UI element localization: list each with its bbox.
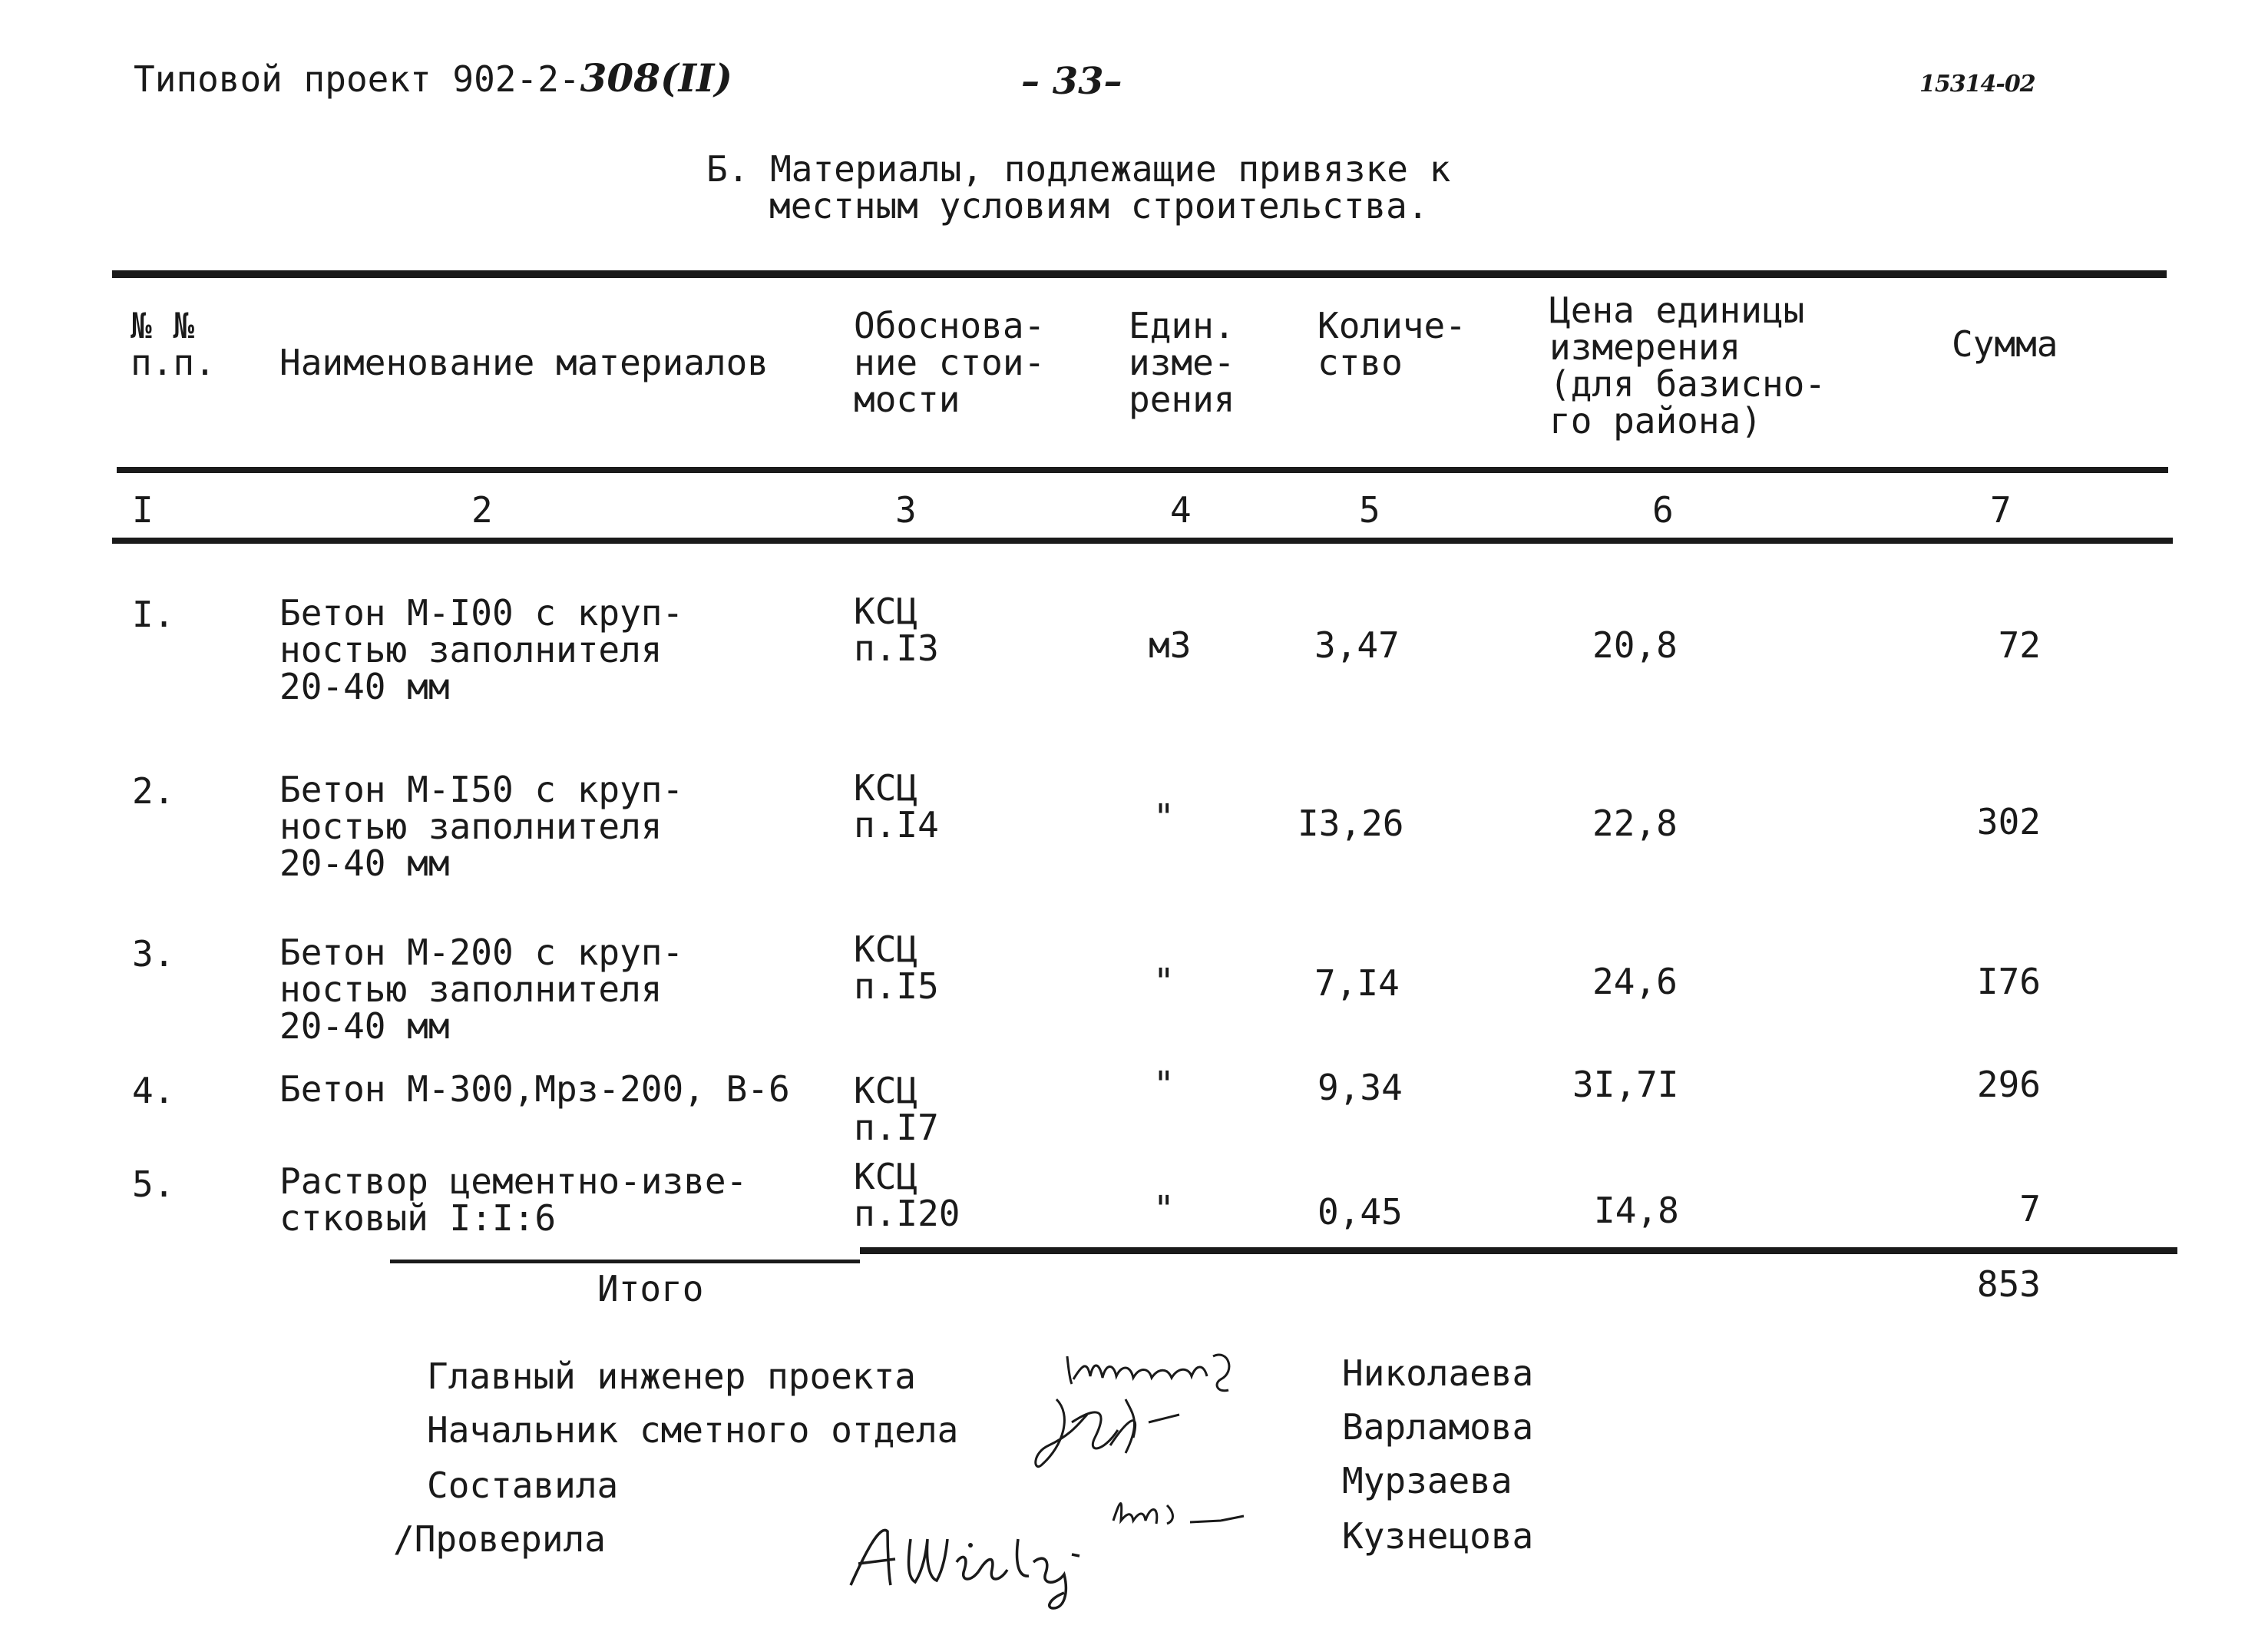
unit-price: 22,8 xyxy=(1592,803,1678,844)
doc-title-text: Типовой проект 902-2- xyxy=(134,58,580,100)
material-name-line: 20-40 мм xyxy=(279,842,450,884)
unit-price: I4,8 xyxy=(1594,1190,1679,1231)
quantity: 7,I4 xyxy=(1314,962,1400,1004)
column-number-7: 7 xyxy=(1990,489,2012,531)
material-name-line: ностью заполнителя xyxy=(279,968,663,1010)
header-unit: Един. изме- рения xyxy=(1129,305,1235,420)
quantity: 0,45 xyxy=(1317,1191,1403,1233)
section-title-line1: Б. Материалы, подлежащие привязке к xyxy=(706,148,1451,190)
cost-basis-line: п.I7 xyxy=(854,1107,939,1148)
cost-basis xyxy=(854,931,939,1005)
cost-basis-line: п.I4 xyxy=(854,804,939,846)
cost-basis-line: п.I20 xyxy=(854,1193,960,1234)
column-number-4: 4 xyxy=(1170,489,1192,531)
column-number-5: 5 xyxy=(1359,489,1380,531)
cost-basis-line: КСЦ xyxy=(854,1156,918,1197)
column-number-6: 6 xyxy=(1652,489,1674,531)
table-bottom-rule xyxy=(860,1247,2177,1254)
column-numbers-rule xyxy=(112,538,2173,544)
header-quantity: Количе- ство xyxy=(1317,305,1466,383)
material-name xyxy=(279,771,683,882)
signature-role: Главный инженер проекта xyxy=(427,1356,916,1397)
signature-role: Начальник сметного отдела xyxy=(427,1409,959,1451)
column-number-1: I xyxy=(132,489,154,531)
cost-basis xyxy=(854,593,939,667)
sum: 7 xyxy=(2019,1188,2041,1230)
row-number: 5. xyxy=(132,1164,175,1205)
material-name-line: Бетон М-I50 с круп- xyxy=(279,769,684,810)
row-number: 4. xyxy=(132,1070,175,1111)
material-name-line: Бетон М-200 с круп- xyxy=(279,932,684,973)
table-top-rule xyxy=(112,270,2167,278)
total-label: Итого xyxy=(597,1268,704,1309)
signature-name: Мурзаева xyxy=(1342,1460,1513,1501)
signature-role: Составила xyxy=(427,1465,619,1506)
signature-name: Варламова xyxy=(1342,1406,1534,1448)
header-material-name: Наименование материалов xyxy=(279,342,769,383)
unit-price: 20,8 xyxy=(1592,624,1678,666)
material-name-line: 20-40 мм xyxy=(279,666,450,707)
unit: м3 xyxy=(1149,624,1192,666)
column-number-2: 2 xyxy=(471,489,493,531)
material-name-line: Бетон М-I00 с круп- xyxy=(279,592,684,634)
cost-basis-line: КСЦ xyxy=(854,767,918,809)
handwritten-signature-2 xyxy=(1026,1392,1210,1479)
signature-role: /Проверила xyxy=(393,1518,606,1560)
unit: " xyxy=(1153,1188,1175,1230)
cost-basis xyxy=(854,1072,939,1146)
unit-price: 24,6 xyxy=(1592,961,1678,1002)
handwritten-signature-1 xyxy=(1060,1333,1290,1398)
material-name-line: Бетон М-300,Мрз-200, В-6 xyxy=(279,1068,790,1110)
signature-name: Кузнецова xyxy=(1342,1515,1534,1557)
unit: " xyxy=(1153,796,1175,838)
cost-basis-line: КСЦ xyxy=(854,929,918,970)
sum: I76 xyxy=(1976,961,2041,1002)
header-unit-price: Цена единицы измерения (для базисно- го района) xyxy=(1549,290,1827,442)
cost-basis-line: КСЦ xyxy=(854,1070,918,1111)
header-cost-basis: Обоснова- ние стои- мости xyxy=(854,305,1046,420)
row-number: I. xyxy=(132,594,175,635)
sum: 296 xyxy=(1976,1064,2041,1105)
material-name xyxy=(279,1068,790,1110)
handwritten-signature-4 xyxy=(841,1508,1118,1619)
quantity: 3,47 xyxy=(1314,624,1400,666)
table-bottom-rule-left xyxy=(390,1260,860,1263)
header-bottom-rule xyxy=(117,467,2168,473)
material-name-line: 20-40 мм xyxy=(279,1005,450,1047)
column-number-3: 3 xyxy=(895,489,917,531)
sum: 302 xyxy=(1976,801,2041,842)
header-row-number: № № п.п. xyxy=(131,305,216,383)
material-name-line: ностью заполнителя xyxy=(279,806,663,847)
inventory-number: 15314-02 xyxy=(1919,71,2035,98)
cost-basis-line: п.I5 xyxy=(854,965,939,1007)
handwritten-signature-3 xyxy=(1106,1490,1259,1539)
row-number: 2. xyxy=(132,770,175,812)
material-name-line: стковый I:I:6 xyxy=(279,1197,557,1239)
doc-number-handwritten: 308(II) xyxy=(580,55,733,101)
material-name-line: Раствор цементно-изве- xyxy=(279,1160,748,1202)
quantity: I3,26 xyxy=(1298,803,1404,844)
unit: " xyxy=(1153,1064,1175,1105)
cost-basis xyxy=(854,1158,960,1232)
material-name xyxy=(279,932,684,1047)
row-number: 3. xyxy=(132,933,175,975)
cost-basis-line: п.I3 xyxy=(854,627,939,669)
header-sum: Сумма xyxy=(1952,323,2058,365)
material-name-line: ностью заполнителя xyxy=(279,629,663,670)
unit: " xyxy=(1153,961,1175,1002)
material-name xyxy=(279,594,683,705)
unit-price: 3I,7I xyxy=(1572,1064,1679,1105)
total-value: 853 xyxy=(1976,1263,2041,1305)
material-name xyxy=(279,1160,748,1239)
quantity: 9,34 xyxy=(1317,1067,1403,1108)
signature-name: Николаева xyxy=(1342,1352,1534,1394)
cost-basis-line: КСЦ xyxy=(854,591,918,632)
doc-title xyxy=(134,55,733,101)
page-number: – 33– xyxy=(1021,60,1122,103)
section-title-line2: местным условиям строительства. xyxy=(769,185,1429,227)
cost-basis xyxy=(854,767,939,846)
sum: 72 xyxy=(1998,624,2041,666)
